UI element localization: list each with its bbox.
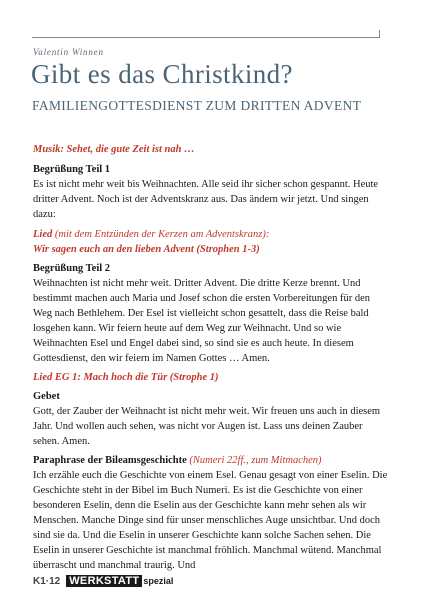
lied1-title: Wir sagen euch an den lieben Advent (Strophen 1-3) [33,244,260,255]
music-line: Musik: Sehet, die gute Zeit ist nah … [33,144,195,155]
prayer-text: Gott, der Zauber der Weihnacht ist nicht mehr weit. Wir freuen uns auch in diesem Jahr. Und wollen auch sehen, was nicht vor Augen ist. Lass uns deinen Zauber sehen. Amen. [33,406,381,447]
greeting1-heading: Begrüßung Teil 1 [33,164,111,175]
page-title: Gibt es das Christkind? [31,59,293,89]
document-body [33,142,391,573]
greeting2-heading: Begrüßung Teil 2 [33,263,111,274]
author-name: Valentin Winnen [33,47,104,57]
paraphrase-hint: (Numeri 22ff., zum Mitmachen) [186,455,322,466]
paraphrase-heading-line [33,453,391,468]
top-rule [32,37,380,38]
paraphrase-heading: Paraphrase der Bileamsgeschichte [33,455,187,466]
page-subtitle: FAMILIENGOTTESDIENST ZUM DRITTEN ADVENT [32,98,362,113]
lied1-note: (mit dem Entzünden der Kerzen am Adventskranz): [52,229,270,240]
prayer-heading: Gebet [33,391,60,402]
paraphrase-text: Ich erzähle euch die Geschichte von einem Esel. Genau gesagt von einer Eselin. Die Geschichte steht in der Bibel im Buch Numeri. Es ist die Geschichte von einer besonderen Eselin, denn die Eselin aus der Geschichte kann mehr sehen als wir Menschen. Manche Dinge sind für unser menschliches Auge unsichtbar. Und doch sind sie da. Und die Eselin in unserer Geschichte kann solche Sachen sehen. Die Eselin in unserer Geschichte ist manchmal fröhlich. Manchmal wütend. Manchmal überrascht und manchmal traurig. Und [33,470,388,571]
lied1-prefix: Lied [33,229,53,240]
lied1-intro [33,227,391,242]
brand-sub: spezial [143,576,174,586]
greeting1-text: Es ist nicht mehr weit bis Weihnachten. Alle seid ihr sicher schon gespannt. Heute dritter Advent. Noch ist der Adventskranz aus. Das ändern wir jetzt. Und singen dazu: [33,179,379,220]
brand-logo: WERKSTATT [66,575,142,587]
top-rule-tick [379,30,380,38]
page-footer [33,575,173,587]
greeting2-text: Weihnachten ist nicht mehr weit. Dritter Advent. Die dritte Kerze brennt. Und bestimmt machen auch Maria und Josef schon die ersten Vorbereitungen für den Weg nach Bethlehem. Der Esel ist vielleicht schon gesattelt, dass die Reise bald losgehen kann. Wir feiern heute auf dem Weg zur Weihnacht. Und so wie Weihnachten Esel und Engel dabei sind, so sind sie es auch heute. In diesem Gottesdienst, den wir feiern im Namen Gottes … Amen. [33,278,370,364]
lied2-title: Lied EG 1: Mach hoch die Tür (Strophe 1) [33,372,219,383]
page-number: K1·12 [33,576,61,587]
